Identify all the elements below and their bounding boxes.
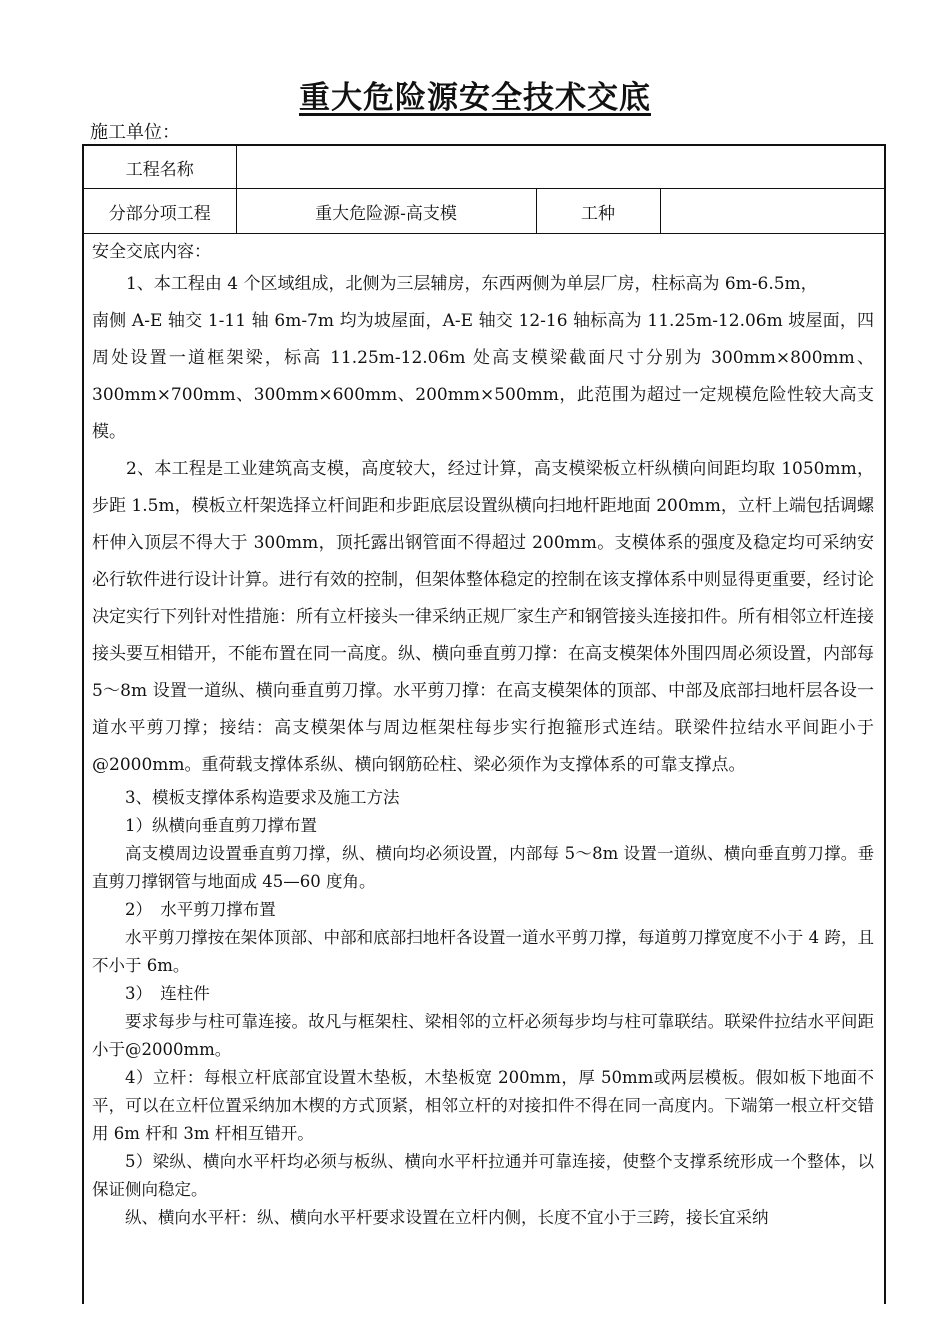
section-1-title: 1）纵横向垂直剪刀撑布置 bbox=[125, 816, 317, 835]
paragraph-1: 1、本工程由 4 个区域组成，北侧为三层辅房，东西两侧为单层厂房，柱标高为 6m-6.5m， bbox=[126, 274, 818, 294]
section-6: 纵、横向水平杆：纵、横向水平杆要求设置在立杆内侧，长度不宜小于三跨，接长宜采纳 bbox=[125, 1208, 769, 1227]
project-name-label: 工程名称 bbox=[84, 146, 236, 189]
document-title: 重大危险源安全技术交底 bbox=[299, 80, 651, 116]
section-2-body: 水平剪刀撑按在架体顶部、中部和底部扫地杆各设置一道水平剪刀撑，每道剪刀撑宽度不小于 4 跨，且不小于 6m。 bbox=[92, 928, 874, 975]
section-3-body: 要求每步与柱可靠连接。故凡与框架柱、梁相邻的立杆必须每步均与柱可靠联结。联梁件拉结水平间距小于@2000mm。 bbox=[92, 1012, 874, 1059]
paragraph-1-continued: 南侧 A-E 轴交 1-11 轴 6m-7m 均为坡屋面，A-E 轴交 12-16 轴标高为 11.25m-12.06m 坡屋面，四周处设置一道框架梁，标高 11.25m-12.06m 处高支模梁截面尺寸分别为 300mm×800mm、300mm×700mm、300mm×600mm、200mm×500mm，此范围为超过一定规模危险性较大高支模。 bbox=[92, 311, 874, 442]
content-heading: 安全交底内容： bbox=[92, 242, 211, 262]
section-4: 4）立杆：每根立杆底部宜设置木垫板，木垫板宽 200mm，厚 50mm或两层模板。假如板下地面不平，可以在立杆位置采纳加木楔的方式顶紧，相邻立杆的对接扣件不得在同一高度内。下端第一根立杆交错用 6m 杆和 3m 杆相互错开。 bbox=[92, 1068, 874, 1143]
paragraph-3: 3、模板支撑体系构造要求及施工方法 bbox=[125, 788, 400, 807]
section-1-body: 高支模周边设置垂直剪刀撑，纵、横向均必须设置，内部每 5～8m 设置一道纵、横向垂直剪刀撑。垂直剪刀撑钢管与地面成 45—60 度角。 bbox=[92, 844, 874, 891]
main-paragraphs bbox=[92, 266, 874, 784]
section-2-title: 2） 水平剪刀撑布置 bbox=[125, 900, 276, 919]
project-name-value[interactable] bbox=[236, 146, 884, 189]
disclosure-content bbox=[84, 234, 884, 1232]
construction-unit-label: 施工单位： bbox=[90, 122, 180, 143]
paragraph-2: 2、本工程是工业建筑高支模，高度较大，经过计算，高支模梁板立杆纵横向间距均取 1050mm，步距 1.5m，模板立杆架选择立杆间距和步距底层设置纵横向扫地杆距地面 200mm，立杆上端包括调螺杆伸入顶层不得大于 300mm，顶托露出钢管面不得超过 200mm。支模体系的强度及稳定均可采纳安必行软件进行设计计算。进行有效的控制，但架体整体稳定的控制在该支撑体系中则显得更重要，经讨论决定实行下列针对性措施：所有立杆接头一律采纳正规厂家生产和钢管接头连接扣件。所有相邻立杆连接接头要互相错开，不能布置在同一高度。纵、横向垂直剪刀撑：在高支模架体外围四周必须设置，内部每 5～8m 设置一道纵、横向垂直剪刀撑。水平剪刀撑：在高支模架体的顶部、中部及底部扫地杆层各设一道水平剪刀撑；接结：高支模架体与周边框架柱每步实行抱箍形式连结。联梁件拉结水平间距小于@2000mm。重荷载支撑体系纵、横向钢筋砼柱、梁必须作为支撑体系的可靠支撑点。 bbox=[92, 459, 874, 775]
construction-requirements bbox=[92, 784, 874, 1232]
trade-label: 工种 bbox=[536, 189, 660, 234]
subproject-label: 分部分项工程 bbox=[84, 189, 236, 234]
trade-value[interactable] bbox=[660, 189, 884, 234]
subproject-row bbox=[84, 189, 884, 234]
subproject-value[interactable]: 重大危险源-高支模 bbox=[236, 189, 536, 234]
section-5: 5）梁纵、横向水平杆均必须与板纵、横向水平杆拉通并可靠连接，使整个支撑系统形成一个整体，以保证侧向稳定。 bbox=[92, 1152, 874, 1199]
disclosure-form bbox=[82, 144, 886, 1304]
project-name-row bbox=[84, 146, 884, 189]
section-3-title: 3） 连柱件 bbox=[125, 984, 210, 1003]
info-table bbox=[84, 146, 884, 234]
